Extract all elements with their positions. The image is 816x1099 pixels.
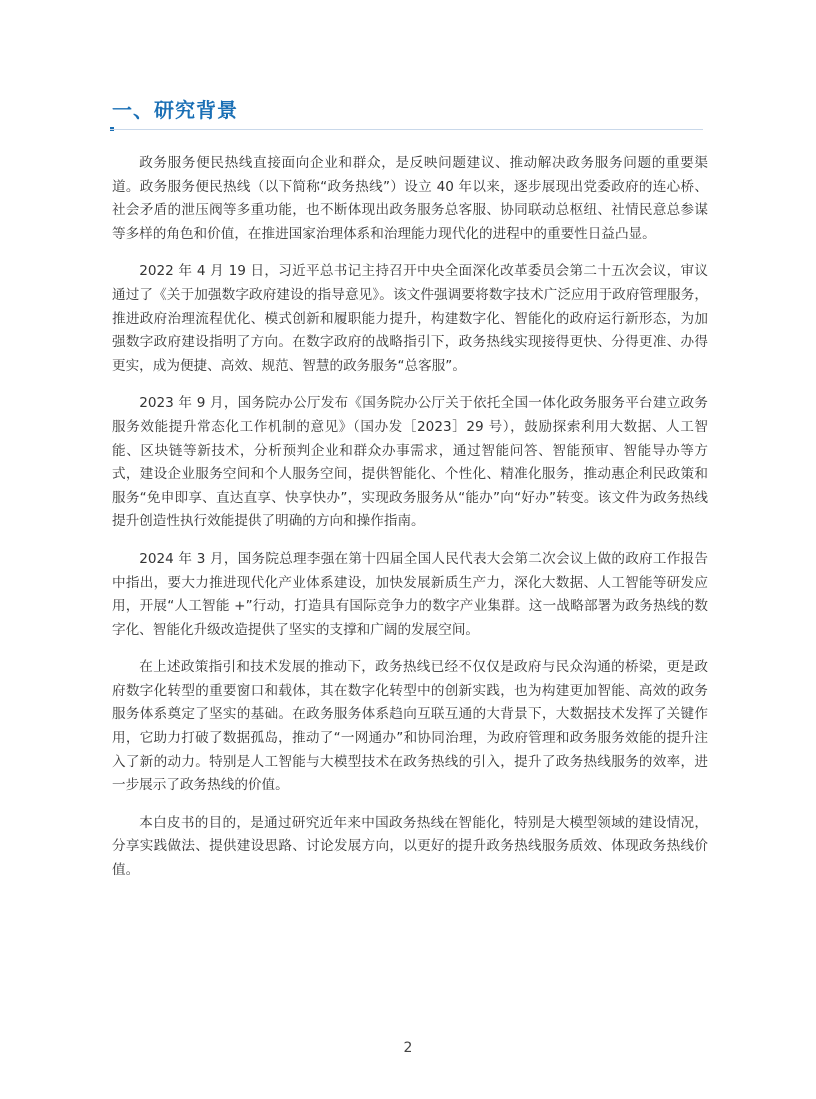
paragraph-5: 在上述政策指引和技术发展的推动下，政务热线已经不仅仅是政府与民众沟通的桥梁，更是政府数字化转型的重要窗口和载体，其在数字化转型中的创新实践，也为构建更加智能、高效的政务服务体系奠定了坚实的基础。在政务服务体系趋向互联互通的大背景下，大数据技术发挥了关键作用，它助力打破了数据孤岛，推动了“一网通办”和协同治理，为政府管理和政务服务效能的提升注入了新的动力。特别是人工智能与大模型技术在政务热线的引入，提升了政务热线服务的效率，进一步展示了政务热线的价值。 — [112, 659, 708, 794]
body-text — [112, 152, 708, 897]
paragraph-4: 2024 年 3 月，国务院总理李强在第十四届全国人民代表大会第二次会议上做的政府工作报告中指出，要大力推进现代化产业体系建设，加快发展新质生产力，深化大数据、人工智能等研发应用，开展“人工智能 +”行动，打造具有国际竞争力的数字产业集群。这一战略部署为政务热线的数字化、智能化升级改造提供了坚实的支撑和广阔的发展空间。 — [112, 550, 708, 638]
paragraph-1: 政务服务便民热线直接面向企业和群众，是反映问题建议、推动解决政务服务问题的重要渠道。政务服务便民热线（以下简称“政务热线”）设立 40 年以来，逐步展现出党委政府的连心桥、社会矛盾的泄压阀等多重功能，也不断体现出政务服务总客服、协同联动总枢纽、社情民意总参谋等多样的角色和价值，在推进国家治理体系和治理能力现代化的进程中的重要性日益凸显。 — [112, 155, 708, 242]
section-heading: 一、研究背景 — [112, 98, 238, 122]
paragraph-3: 2023 年 9 月，国务院办公厅发布《国务院办公厅关于依托全国一体化政务服务平台建立政务服务效能提升常态化工作机制的意见》（国办发［2023］29 号），鼓励探索利用大数据、人工智能、区块链等新技术，分析预判企业和群众办事需求，通过智能问答、智能预审、智能导办等方式，建设企业服务空间和个人服务空间，提供智能化、个性化、精准化服务，推动惠企利民政策和服务“免申即享、直达直享、快享快办”，实现政务服务从“能办”向“好办”转变。该文件为政务热线提升创造性执行效能提供了明确的方向和操作指南。 — [112, 395, 708, 530]
paragraph-2: 2022 年 4 月 19 日，习近平总书记主持召开中央全面深化改革委员会第二十五次会议，审议通过了《关于加强数字政府建设的指导意见》。该文件强调要将数字技术广泛应用于政府管理服务，推进政府治理流程优化、模式创新和履职能力提升，构建数字化、智能化的政府运行新形态，为加强数字政府建设指明了方向。在数字政府的战略指引下，政务热线实现接得更快、分得更准、办得更实，成为便捷、高效、规范、智慧的政务服务“总客服”。 — [112, 263, 708, 374]
page-number: 2 — [403, 1040, 413, 1056]
heading-divider — [110, 129, 703, 130]
paragraph-6: 本白皮书的目的，是通过研究近年来中国政务热线在智能化，特别是大模型领域的建设情况，分享实践做法、提供建设思路、讨论发展方向，以更好的提升政务热线服务质效、体现政务热线价值。 — [112, 814, 708, 879]
